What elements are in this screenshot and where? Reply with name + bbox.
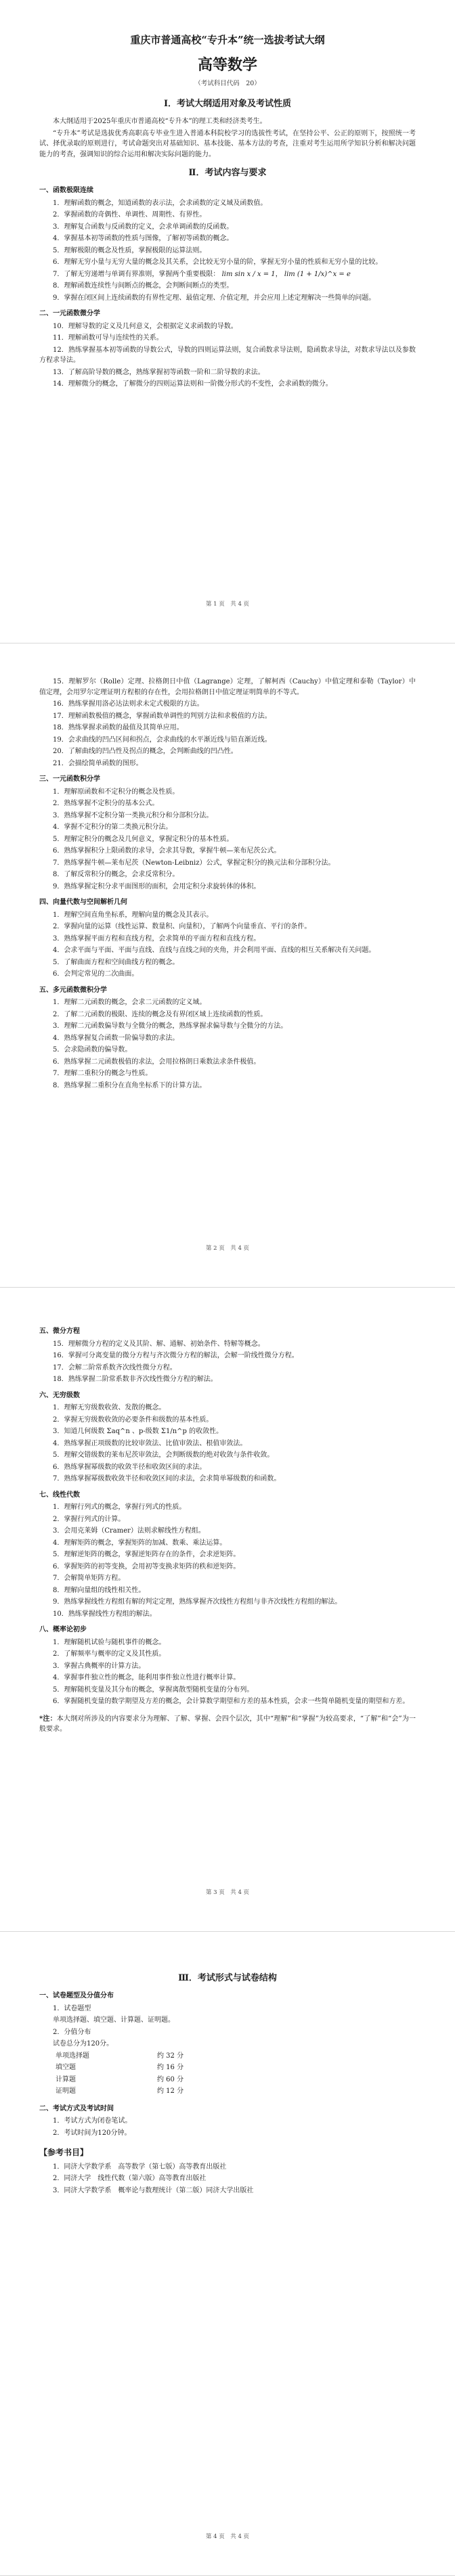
list-item: 14．理解微分的概念，了解微分的四则运算法则和一阶微分形式的不变性，会求函数的微分。	[53, 380, 332, 388]
section-heading: 一、函数极限连续	[39, 187, 93, 195]
section-heading: 四、向量代数与空间解析几何	[39, 899, 127, 906]
section-heading: 二、一元函数微分学	[39, 310, 100, 318]
page-footer: 第 1 页 共 4 页	[205, 601, 250, 608]
page-footer: 第 3 页 共 4 页	[205, 1889, 250, 1896]
list-item: 2．了解频率与概率的定义及其性质。	[53, 1650, 166, 1658]
list-item-formula: 7．了解无穷递增与单调有界准则，掌握两个重要极限： lim sin x / x = 1， lim (1 + 1/x)^x = e	[53, 270, 351, 278]
list-item: 20．了解曲线的凹凸性及拐点的概念，会判断曲线的凹凸性。	[53, 748, 238, 755]
score-type: 计算题	[56, 2075, 76, 2083]
table-row	[56, 2086, 183, 2098]
list-item: 8．了解反常积分的概念，会求反常积分。	[53, 871, 179, 878]
score-value: 约 32 分	[157, 2052, 184, 2060]
subject-title: 高等数学	[197, 56, 257, 74]
score-type: 单项选择题	[56, 2052, 89, 2060]
part3-heading: Ⅲ．考试形式与试卷结构	[178, 1973, 277, 1983]
note	[39, 1714, 416, 1735]
page-3	[0, 1288, 455, 1932]
page-footer: 第 2 页 共 4 页	[205, 1245, 250, 1252]
part2-heading: Ⅱ．考试内容与要求	[188, 168, 267, 179]
score-type: 证明题	[56, 2087, 76, 2096]
score-type: 填空题	[56, 2064, 76, 2072]
page-1-content	[39, 32, 416, 391]
table-row	[56, 2051, 183, 2063]
list-item: 12．熟练掌握基本初等函数的导数公式，导数的四则运算法则，复合函数求导法则，隐函数求导法，对数求导法以及参数方程求导法。	[39, 346, 416, 365]
list-item: 6．会判定常见的二次曲面。	[53, 970, 139, 978]
list-item: 18．熟练掌握求函数的最值及其简单应用。	[53, 724, 183, 731]
list-item: 6．熟练掌握二元函数极值的求法，会用拉格朗日乘数法求条件极值。	[53, 1058, 261, 1066]
list-item: 6．掌握矩阵的初等变换，会用初等变换求矩阵的秩和逆矩阵。	[53, 1562, 240, 1571]
list-item: 3．理解复合函数与反函数的定义，会求单调函数的反函数。	[53, 223, 234, 231]
list-item: 1．理解空间直角坐标系，理解向量的概念及其表示。	[53, 911, 213, 919]
list-item: 8．理解函数连续性与间断点的概念，会判断间断点的类型。	[53, 282, 234, 290]
section-heading: 五、多元函数微积分学	[39, 986, 107, 994]
score-value: 约 12 分	[157, 2087, 184, 2096]
list-item: 3．掌握古典概率的计算方法。	[53, 1662, 146, 1670]
page-3-content	[39, 1321, 416, 1735]
list-item: 7．会解简单矩阵方程。	[53, 1575, 125, 1582]
part1-heading: Ⅰ．考试大纲适用对象及考试性质	[163, 99, 292, 110]
list-item: 15．理解罗尔（Rolle）定理、拉格朗日中值（Lagrange）定理，了解柯西（Cauchy）中值定理和泰勒（Taylor）中值定理，会用罗尔定理证明方程根的存在性，会用拉格朗日中值定理证明简单的不等式。	[39, 678, 416, 696]
list-item: 2．掌握函数的奇偶性、单调性、周期性、有界性。	[53, 211, 207, 219]
list-item: 1．理解二元函数的概念，会求二元函数的定义域。	[53, 999, 207, 1006]
list-item: 4．掌握不定积分的第二类换元积分法。	[53, 823, 173, 831]
score-table	[56, 2051, 183, 2098]
list-item: 3．熟练掌握平面方程和直线方程，会求简单的平面方程和直线方程。	[53, 934, 261, 943]
list-item: 13．了解高阶导数的概念，熟练掌握初等函数一阶和二阶导数的求法。	[53, 368, 265, 376]
table-row	[56, 2075, 183, 2087]
section-heading: 八、概率论初步	[39, 1626, 87, 1633]
list-item: 5．理解交错级数的莱布尼茨审敛法，会判断级数的绝对收敛与条件收敛。	[53, 1451, 274, 1459]
list-item: 17．会解二阶常系数齐次线性微分方程。	[53, 1363, 177, 1372]
list-item: 4．熟练掌握正项级数的比较审敛法、比值审敛法、根值审敛法。	[53, 1439, 247, 1447]
list-item: 10．理解导数的定义及几何意义，会根据定义求函数的导数。	[53, 322, 238, 330]
list-item: 2．熟练掌握不定积分的基本公式。	[53, 800, 159, 807]
list-item: 16．熟练掌握用洛必达法则求未定式极限的方法。	[53, 700, 204, 708]
list-item: 3．熟练掌握不定积分第一类换元积分和分部积分法。	[53, 811, 213, 819]
list-item-formula: 3．知道几何级数 Σaq^n 、p-级数 Σ1/n^p 的收敛性。	[53, 1428, 223, 1435]
list-item: 6．理解无穷小量与无穷大量的概念及其关系，会比较无穷小量的阶，掌握无穷小量的性质和无穷小量的比较。	[53, 258, 383, 267]
list-item: 21．会描绘简单函数的图形。	[53, 759, 143, 767]
list-item: 5．了解曲面方程和空间曲线方程的概念。	[53, 958, 179, 966]
list-item: 10．熟练掌握线性方程组的解法。	[53, 1610, 156, 1618]
section-heading: 七、线性代数	[39, 1491, 80, 1499]
limit-formula-1: lim sin x / x = 1	[221, 270, 276, 278]
list-item: 9．掌握在闭区间上连续函数的有界性定理、最值定理、介值定理，并会应用上述定理解决一些简单的问题。	[53, 294, 376, 302]
list-item: 1．理解函数的概念，知道函数的表示法，会求函数的定义域及函数值。	[53, 199, 267, 207]
list-item: 8．理解向量组的线性相关性。	[53, 1586, 146, 1594]
list-item: 4．掌握基本初等函数的性质与图像，了解初等函数的概念。	[53, 235, 234, 243]
list-item: 5．理解极限的概念及性质，掌握极限的运算法则。	[53, 246, 207, 254]
paragraph: “专升本”考试是选拔优秀高职高专毕业生进入普通本科院校学习的选拔性考试，在坚持公平、公正的原则下，按照统一考试、择优录取的原则进行，考试命题突出对基础知识、基本技能、基本方法的考查，注重对考生运用所学知识分析和解决问题能力的考查，强调知识的综合运用和解决实际问题的能力。	[39, 129, 416, 158]
list-item: 7．熟练掌握牛顿—莱布尼茨（Newton-Leibniz）公式，掌握定积分的换元法和分部积分法。	[53, 859, 335, 867]
reference-item: 1．同济大学数学系 高等数学（第七版）高等教育出版社	[53, 2163, 227, 2171]
list-item: 19．会求曲线的凹凸区间和拐点，会求曲线的水平渐近线与铅直渐近线。	[53, 736, 272, 744]
list-item: 11．理解函数可导与连续性的关系。	[53, 334, 163, 342]
list-item: 15．理解微分方程的定义及其阶、解、通解、初始条件、特解等概念。	[53, 1340, 265, 1348]
subject-code: （考试科目代码 20）	[194, 80, 261, 88]
section-heading: 六、无穷级数	[39, 1391, 80, 1399]
section-heading: 三、一元函数积分学	[39, 775, 100, 783]
list-item: 4．会求平面与平面、平面与直线、直线与直线之间的夹角，并会利用平面、直线的相互关系解决有关问题。	[53, 947, 376, 954]
reference-item: 2．同济大学 线性代数（第六版）高等教育出版社	[53, 2175, 207, 2183]
list-item: 7．理解二重积分的概念与性质。	[53, 1070, 152, 1077]
exam-total: 试卷总分为120分。	[53, 2040, 114, 2048]
page-4-content	[39, 1965, 416, 2197]
page-1	[0, 0, 455, 643]
list-item: 6．熟练掌握幂级数的收敛半径和收敛区间的求法。	[53, 1463, 207, 1471]
page-footer: 第 4 页 共 4 页	[205, 2533, 250, 2540]
score-value: 约 16 分	[157, 2064, 184, 2072]
list-item: 6．熟练掌握积分上限函数的求导，会求其导数，掌握牛顿—莱布尼茨公式。	[53, 847, 281, 855]
list-item: 5．会求隐函数的偏导数。	[53, 1046, 132, 1054]
list-item: 7．熟练掌握幂级数收敛半径和收敛区间的求法，会求简单幂级数的和函数。	[53, 1475, 281, 1483]
list-item: 4．熟练掌握复合函数一阶偏导数的求法。	[53, 1034, 179, 1042]
reference-item: 3．同济大学数学系 概率论与数理统计（第二版）同济大学出版社	[53, 2186, 254, 2194]
sub-heading: 1．试卷题型	[53, 2004, 91, 2012]
table-row	[56, 2062, 183, 2075]
page-2	[0, 644, 455, 1288]
list-item: 5．理解定积分的概念及几何意义，掌握定积分的基本性质。	[53, 835, 234, 843]
list-item: 9．熟练掌握线性方程组有解的判定定理，熟练掌握齐次线性方程组与非齐次线性方程组的解法。	[53, 1598, 342, 1606]
list-item: 1．理解随机试验与随机事件的概念。	[53, 1638, 166, 1646]
item-text: 7．了解无穷递增与单调有界准则，掌握两个重要极限：	[53, 270, 220, 278]
list-item: 16．掌握可分离变量的微分方程与齐次微分方程的解法，会解一阶线性微分方程。	[53, 1352, 299, 1359]
exam-types: 单项选择题、填空题、计算题、证明题。	[53, 2016, 175, 2025]
list-item: 18．熟练掌握二阶常系数非齐次线性微分方程的解法。	[53, 1376, 217, 1383]
section-heading: 五、微分方程	[39, 1328, 80, 1335]
list-item: 4．掌握事件独立性的概念，能利用事件独立性进行概率计算。	[53, 1674, 240, 1681]
page-2-content	[39, 677, 416, 1092]
list-item: 1．理解无穷级数收敛、发散的概念。	[53, 1404, 166, 1411]
exam-time: 2．考试时间为120分钟。	[53, 2129, 131, 2137]
list-item: 1．理解原函数和不定积分的概念及性质。	[53, 788, 179, 796]
list-item: 9．熟练掌握定积分求平面图形的面积，会用定积分求旋转体的体积。	[53, 882, 261, 890]
section-heading: 二、考试方式及考试时间	[39, 2104, 114, 2112]
document-title: 重庆市普通高校“专升本”统一选拔考试大纲	[130, 34, 325, 46]
exam-method: 1．考试方式为闭卷笔试。	[53, 2117, 132, 2125]
paragraph: 本大纲适用于2025年重庆市普通高校“专升本”的理工类和经济类考生。	[53, 118, 267, 126]
list-item: 6．掌握随机变量的数学期望及方差的概念，会计算数学期望和方差的基本性质，会求一些简单随机变量的期望和方差。	[53, 1698, 410, 1705]
list-item: 17．理解函数极值的概念，掌握函数单调性的判别方法和求极值的方法。	[53, 712, 272, 720]
list-item: 2．掌握向量的运算（线性运算、数量积、向量积），了解两个向量垂直、平行的条件。	[53, 923, 311, 930]
list-item: 3．会用克莱姆（Cramer）法则求解线性方程组。	[53, 1527, 205, 1535]
list-item: 2．掌握无穷级数收敛的必要条件和级数的基本性质。	[53, 1416, 213, 1424]
list-item: 5．理解随机变量及其分布的概念，掌握离散型随机变量的分布列。	[53, 1686, 254, 1694]
list-item: 4．理解矩阵的概念，掌握矩阵的加减、数乘、乘法运算。	[53, 1539, 227, 1547]
list-item: 8．熟练掌握二重积分在直角坐标系下的计算方法。	[53, 1081, 207, 1089]
note-text: 本大纲对所涉及的内容要求分为理解、了解、掌握、会四个层次，其中“理解”和“掌握”为较高要求，“了解”和“会”为一般要求。	[39, 1715, 416, 1733]
sub-heading: 2．分值分布	[53, 2028, 91, 2036]
limit-formula-2: lim (1 + 1/x)^x = e	[284, 270, 351, 278]
list-item: 1．理解行列式的概念，掌握行列式的性质。	[53, 1504, 186, 1511]
score-value: 约 60 分	[157, 2075, 184, 2083]
list-item: 3．理解二元函数偏导数与全微分的概念，熟练掌握求偏导数与全微分的方法。	[53, 1022, 288, 1030]
references-heading: 【参考书目】	[39, 2148, 89, 2158]
section-heading: 一、试卷题型及分值分布	[39, 1992, 114, 2000]
list-item: 2．掌握行列式的计算。	[53, 1515, 125, 1523]
page-4	[0, 1933, 455, 2576]
list-item: 5．理解逆矩阵的概念，掌握逆矩阵存在的条件，会求逆矩阵。	[53, 1551, 240, 1558]
list-item: 2．了解二元函数的极限、连续的概念及有界闭区域上连续函数的性质。	[53, 1010, 267, 1018]
note-mark: *注：	[39, 1715, 57, 1723]
